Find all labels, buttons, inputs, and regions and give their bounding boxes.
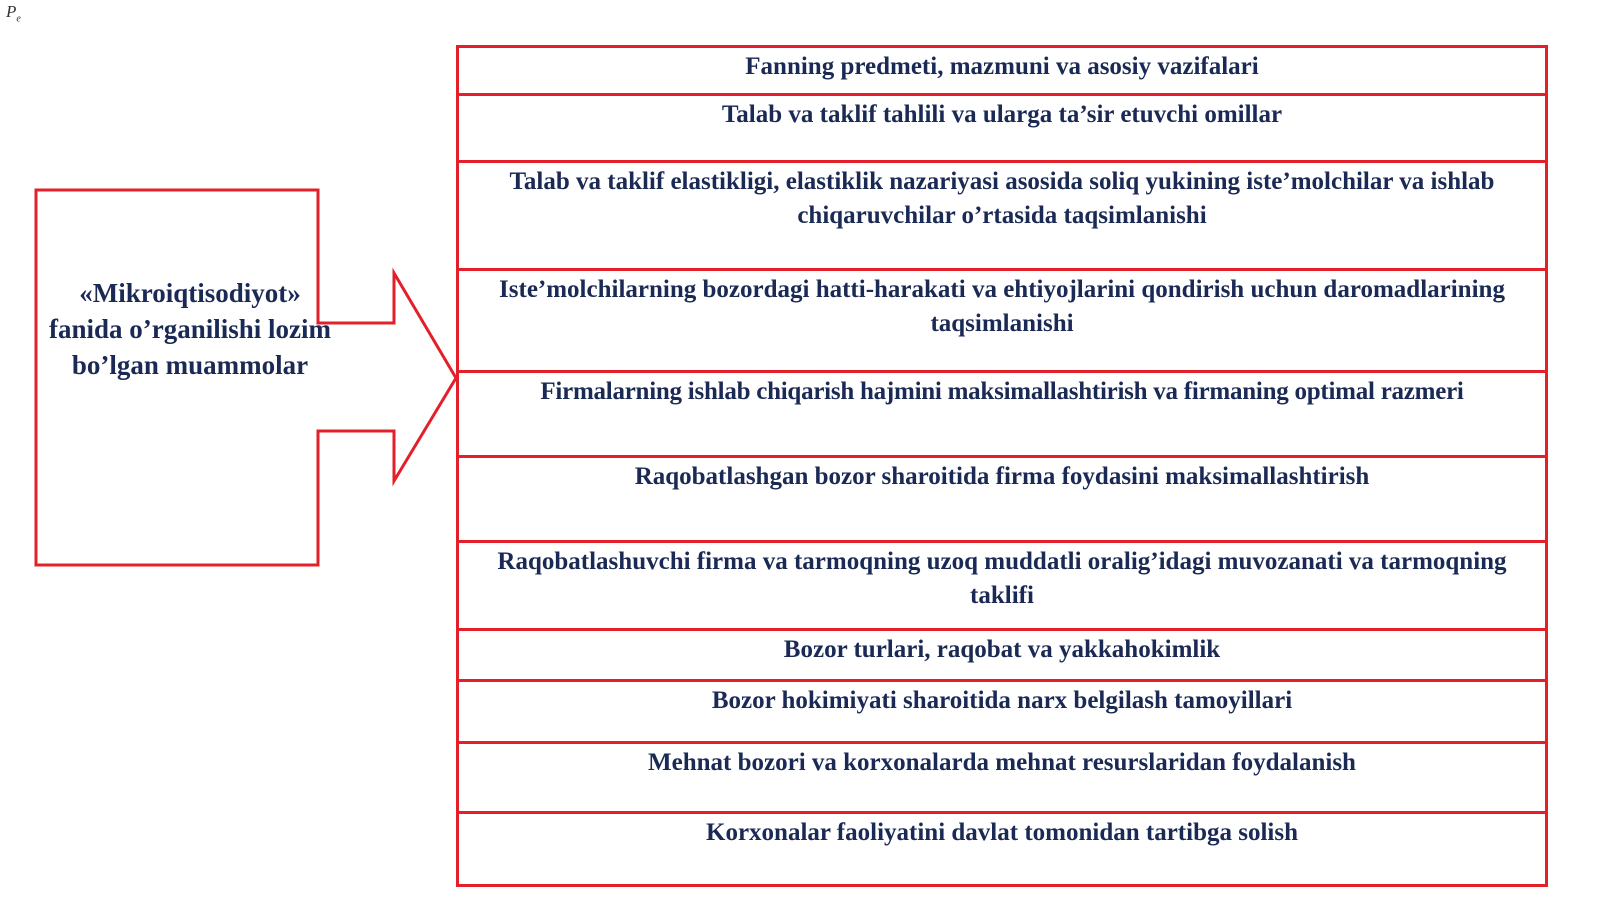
topic-box-state-regulation: Korxonalar faoliyatini davlat tomonidan tartibga solish (456, 811, 1548, 887)
topic-box-labor-market: Mehnat bozori va korxonalarda mehnat resurslaridan foydalanish (456, 741, 1548, 815)
topic-box-subject: Fanning predmeti, mazmuni va asosiy vazifalari (456, 45, 1548, 96)
topic-box-elasticity: Talab va taklif elastikligi, elastiklik nazariyasi asosida soliq yukining iste’molchilar va ishlab chiqaruvchilar o’rtasida taqsimlanishi (456, 160, 1548, 271)
arrow-label: «Mikroiqtisodiyot» fanida o’rganilishi lozim bo’lgan muammolar (48, 278, 332, 380)
topic-box-supply-demand: Talab va taklif tahlili va ularga ta’sir etuvchi omillar (456, 93, 1548, 163)
topic-box-consumer-behavior: Iste’molchilarning bozordagi hatti-harakati va ehtiyojlarini qondirish uchun daromadlarining taqsimlanishi (456, 268, 1548, 373)
topic-box-firm-production: Firmalarning ishlab chiqarish hajmini maksimallashtirish va firmaning optimal razmeri (456, 370, 1548, 459)
topic-list (456, 45, 1548, 905)
topic-box-market-types: Bozor turlari, raqobat va yakkahokimlik (456, 628, 1548, 683)
topic-box-long-run-equilibrium: Raqobatlashuvchi firma va tarmoqning uzoq muddatli oralig’idagi muvozanati va tarmoqning taklifi (456, 540, 1548, 632)
corner-label-main: P (6, 2, 17, 21)
topic-box-pricing: Bozor hokimiyati sharoitida narx belgilash tamoyillari (456, 679, 1548, 744)
topic-box-competitive-market: Raqobatlashgan bozor sharoitida firma foydasini maksimallashtirish (456, 455, 1548, 544)
corner-label-sub: e (16, 13, 21, 25)
